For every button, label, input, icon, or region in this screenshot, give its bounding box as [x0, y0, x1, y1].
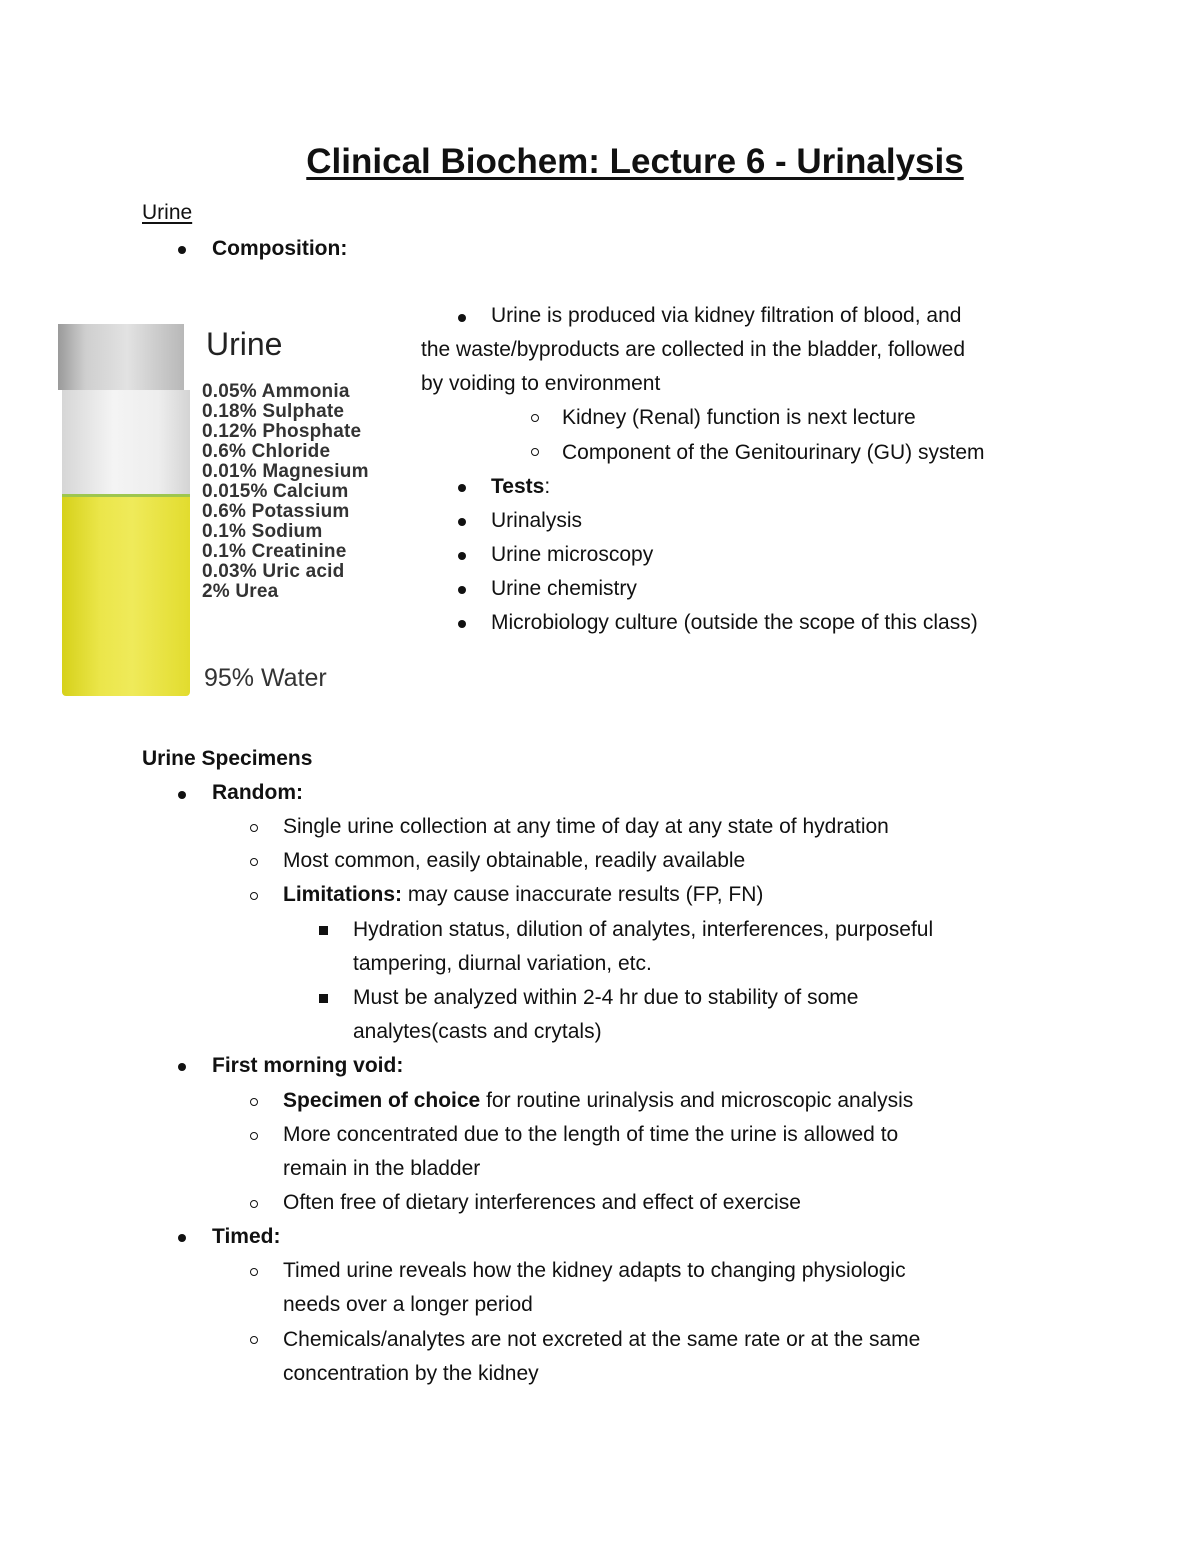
- random-label: Random:: [212, 781, 303, 804]
- bullet-icon: [458, 314, 466, 322]
- timed-item: Timed urine reveals how the kidney adapts to changing physiologic: [283, 1259, 906, 1282]
- composition-label: Composition:: [212, 237, 348, 260]
- circle-bullet-icon: [250, 1132, 258, 1140]
- intro-text-line: by voiding to environment: [421, 372, 661, 395]
- limitation-detail-line: tampering, diurnal variation, etc.: [353, 952, 652, 975]
- test-item: Microbiology culture (outside the scope of this class): [491, 611, 978, 634]
- circle-bullet-icon: [250, 858, 258, 866]
- test-item: Urine chemistry: [491, 577, 637, 600]
- sub-item: Kidney (Renal) function is next lecture: [562, 406, 916, 429]
- test-item: Urinalysis: [491, 509, 583, 532]
- limitations-text: may cause inaccurate results (FP, FN): [402, 883, 764, 906]
- limitation-detail-line: Must be analyzed within 2-4 hr due to stability of some: [353, 986, 859, 1009]
- square-bullet-icon: [319, 994, 328, 1003]
- circle-bullet-icon: [250, 1268, 258, 1276]
- bullet-icon: [178, 791, 186, 799]
- figure-component: 0.6% Potassium: [202, 501, 350, 522]
- figure-component: 0.03% Uric acid: [202, 561, 345, 582]
- bullet-icon: [458, 552, 466, 560]
- figure-component: 2% Urea: [202, 581, 279, 602]
- circle-bullet-icon: [531, 448, 539, 456]
- bullet-icon: [458, 518, 466, 526]
- limitations-label: Limitations:: [283, 883, 402, 906]
- circle-bullet-icon: [250, 824, 258, 832]
- figure-heading: Urine: [206, 326, 283, 362]
- first-morning-item: Often free of dietary interferences and effect of exercise: [283, 1191, 801, 1214]
- first-morning-item: [283, 1087, 913, 1115]
- circle-bullet-icon: [250, 892, 258, 900]
- page-title: Clinical Biochem: Lecture 6 - Urinalysis: [306, 142, 964, 181]
- tests-label-text: Tests: [491, 475, 545, 498]
- figure-component: 0.18% Sulphate: [202, 401, 345, 422]
- figure-component: 0.6% Chloride: [202, 441, 331, 462]
- limitation-detail-line: analytes(casts and crytals): [353, 1020, 602, 1043]
- tests-label: [491, 473, 550, 501]
- circle-bullet-icon: [250, 1200, 258, 1208]
- timed-label: Timed:: [212, 1225, 281, 1248]
- intro-text-line: Urine is produced via kidney filtration of blood, and: [491, 304, 962, 327]
- random-item: Single urine collection at any time of day at any state of hydration: [283, 815, 889, 838]
- timed-item: needs over a longer period: [283, 1293, 533, 1316]
- urine-composition-figure: [52, 318, 402, 708]
- test-item: Urine microscopy: [491, 543, 654, 566]
- bullet-icon: [178, 246, 186, 254]
- tube-body: [62, 390, 190, 498]
- intro-text-line: the waste/byproducts are collected in the bladder, followed: [421, 338, 966, 361]
- figure-component: 0.01% Magnesium: [202, 461, 369, 482]
- figure-component: 0.05% Ammonia: [202, 381, 350, 402]
- first-morning-label: First morning void:: [212, 1054, 404, 1077]
- tube-fill-line: [62, 494, 190, 497]
- tube-cap: [58, 324, 184, 390]
- bullet-icon: [458, 484, 466, 492]
- circle-bullet-icon: [531, 414, 539, 422]
- tube-liquid: [62, 496, 190, 696]
- bullet-icon: [178, 1234, 186, 1242]
- circle-bullet-icon: [250, 1336, 258, 1344]
- figure-component: 0.1% Creatinine: [202, 541, 347, 562]
- timed-item: concentration by the kidney: [283, 1362, 539, 1385]
- section-heading-urine: Urine: [142, 201, 193, 224]
- tests-colon: :: [544, 475, 551, 498]
- limitations-item: [283, 881, 763, 909]
- circle-bullet-icon: [250, 1098, 258, 1106]
- bullet-icon: [458, 586, 466, 594]
- figure-component: 0.1% Sodium: [202, 521, 323, 542]
- choice-rest: for routine urinalysis and microscopic analysis: [480, 1089, 914, 1112]
- section-heading-specimens: Urine Specimens: [142, 747, 313, 770]
- first-morning-item: remain in the bladder: [283, 1157, 481, 1180]
- figure-component: 0.12% Phosphate: [202, 421, 362, 442]
- choice-bold: Specimen of choice: [283, 1089, 481, 1112]
- random-item: Most common, easily obtainable, readily available: [283, 849, 746, 872]
- limitation-detail-line: Hydration status, dilution of analytes, interferences, purposeful: [353, 918, 934, 941]
- figure-water: 95% Water: [204, 664, 327, 692]
- bullet-icon: [458, 620, 466, 628]
- square-bullet-icon: [319, 926, 328, 935]
- first-morning-item: More concentrated due to the length of time the urine is allowed to: [283, 1123, 899, 1146]
- bullet-icon: [178, 1063, 186, 1071]
- sub-item: Component of the Genitourinary (GU) system: [562, 441, 985, 464]
- timed-item: Chemicals/analytes are not excreted at the same rate or at the same: [283, 1328, 921, 1351]
- figure-component: 0.015% Calcium: [202, 481, 349, 502]
